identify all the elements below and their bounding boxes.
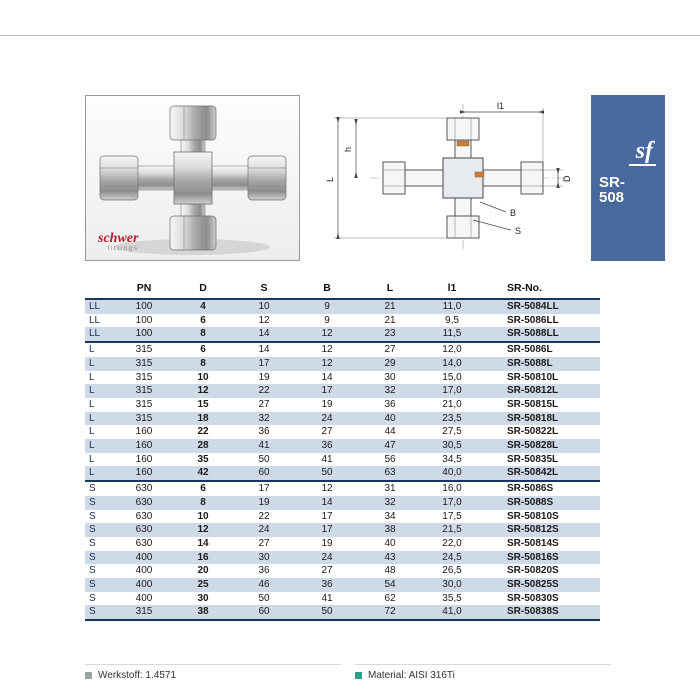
cell-l: 62: [384, 592, 396, 604]
cell-series: S: [89, 579, 96, 591]
cell-d: 6: [200, 483, 206, 495]
cell-s: 10: [258, 301, 270, 312]
cell-pn: 400: [135, 579, 153, 591]
cell-l: 40: [384, 537, 396, 549]
cell-s: 12: [258, 314, 270, 326]
cell-b: 50: [295, 466, 359, 481]
cell-l: 32: [384, 496, 396, 508]
cell-series: L: [89, 453, 95, 465]
dim-label-h: h: [343, 146, 353, 152]
cell-s: 30: [258, 551, 270, 563]
col-header-l: L: [359, 280, 421, 299]
cell-series: S: [89, 496, 96, 508]
cell-b: 17: [321, 524, 333, 536]
table-row: [85, 578, 600, 592]
cell-l: 29: [384, 357, 396, 369]
table-row: [85, 314, 600, 328]
table-row: [85, 384, 600, 398]
cell-d: 6: [200, 344, 206, 356]
table-body: [85, 299, 600, 620]
cell-sr-no: SR-50835L: [507, 453, 559, 465]
cell-series: S: [89, 592, 96, 604]
product-code-line1: SR-: [599, 174, 625, 191]
cell-sr-no: SR-50820S: [507, 565, 559, 577]
table-row: [85, 564, 600, 578]
cell-b: 50: [295, 605, 359, 620]
cell-b: 41: [321, 592, 333, 604]
cell-l1: 24,5: [442, 551, 462, 563]
cell-sr-no: SR-50812S: [507, 524, 559, 536]
cell-d: 22: [197, 426, 209, 438]
cell-s: 60: [233, 605, 295, 620]
cell-sr-no: SR-5088S: [507, 496, 554, 508]
cell-b: 14: [321, 496, 333, 508]
cell-series: L: [89, 357, 95, 369]
cell-b: 24: [321, 412, 333, 424]
cell-s: 41: [258, 440, 270, 452]
cell-l1: 11,0: [442, 301, 462, 312]
cell-series: L: [85, 466, 115, 481]
cell-d: 35: [197, 453, 209, 465]
cell-sr-no: SR-5086L: [507, 344, 553, 356]
table-row: [85, 496, 600, 510]
product-code: [599, 175, 625, 205]
cell-l1: 9,5: [445, 314, 459, 326]
cell-l: 38: [384, 524, 396, 536]
product-code-line2: 508: [599, 189, 625, 206]
cell-s: 46: [258, 579, 270, 591]
cell-d: 42: [173, 466, 233, 481]
cell-sr-no: SR-5086S: [507, 483, 554, 495]
cell-d: 8: [173, 327, 233, 342]
cell-pn: 630: [135, 524, 153, 536]
cell-l1: 15,0: [442, 371, 462, 383]
cell-b: 9: [324, 301, 330, 312]
cell-d: 12: [197, 524, 209, 536]
cell-series: L: [89, 440, 95, 452]
cell-s: 22: [258, 385, 270, 397]
cell-s: 50: [258, 453, 270, 465]
product-photo-box: [85, 95, 300, 261]
table-row: [85, 398, 600, 412]
cell-l1: 34,5: [442, 453, 462, 465]
dimensions-table: [85, 280, 600, 621]
cell-l1: 27,5: [442, 426, 462, 438]
cell-series: L: [89, 344, 95, 356]
cell-series: L: [89, 371, 95, 383]
col-header-d: D: [173, 280, 233, 299]
dim-label-L: L: [325, 176, 335, 182]
cell-s: 17: [258, 483, 270, 495]
cell-series: L: [89, 426, 95, 438]
col-header-s: S: [233, 280, 295, 299]
cell-d: 20: [197, 565, 209, 577]
cell-pn: 315: [135, 385, 153, 397]
bullet-square-icon: [355, 672, 362, 679]
cell-d: 10: [197, 371, 209, 383]
cell-pn: 315: [135, 357, 153, 369]
cell-sr-no: SR-50842L: [483, 466, 600, 481]
col-header-l1: l1: [421, 280, 483, 299]
cell-series: S: [89, 537, 96, 549]
cell-l: 63: [359, 466, 421, 481]
cell-sr-no: SR-50828L: [507, 440, 559, 452]
cell-d: 4: [200, 301, 206, 312]
cell-l1: 22,0: [442, 537, 462, 549]
col-header-sr-no: SR-No.: [483, 280, 600, 299]
cell-l: 21: [384, 314, 396, 326]
cell-l1: 30,5: [442, 440, 462, 452]
cell-pn: 315: [135, 412, 153, 424]
cell-l1: 16,0: [442, 483, 462, 495]
brand-sub: fittings: [107, 245, 139, 252]
cell-b: 19: [321, 537, 333, 549]
cell-b: 19: [321, 398, 333, 410]
cell-pn: 630: [135, 510, 153, 522]
bullet-square-icon: [85, 672, 92, 679]
cell-l1: 23,5: [442, 412, 462, 424]
cell-b: 9: [324, 314, 330, 326]
cell-d: 8: [200, 496, 206, 508]
table-row: [85, 439, 600, 453]
cell-b: 12: [321, 483, 333, 495]
cell-l1: 17,0: [442, 496, 462, 508]
cell-b: 36: [321, 579, 333, 591]
cell-d: 14: [197, 537, 209, 549]
cell-b: 12: [321, 344, 333, 356]
cell-l: 27: [384, 344, 396, 356]
dim-label-B: B: [510, 208, 517, 218]
dim-label-S: S: [515, 226, 522, 236]
cell-l: 32: [384, 385, 396, 397]
cell-b: 12: [295, 327, 359, 342]
cell-pn: 100: [115, 327, 173, 342]
material-text: Material: AISI 316Ti: [368, 670, 455, 681]
cell-pn: 400: [135, 592, 153, 604]
cell-pn: 630: [135, 483, 153, 495]
cell-b: 17: [321, 385, 333, 397]
table-header-row: [85, 280, 600, 299]
cell-l1: 12,0: [442, 344, 462, 356]
cell-series: S: [89, 565, 96, 577]
cell-b: 27: [321, 426, 333, 438]
cell-l1: 17,5: [442, 510, 462, 522]
cell-l1: 30,0: [442, 579, 462, 591]
cell-sr-no: SR-50812L: [507, 385, 559, 397]
brand-name: schwer: [98, 231, 139, 246]
cell-pn: 315: [135, 344, 153, 356]
cell-pn: 160: [115, 466, 173, 481]
cell-b: 27: [321, 565, 333, 577]
cell-l1: 21,0: [442, 398, 462, 410]
cell-series: LL: [89, 314, 101, 326]
cell-sr-no: SR-50815L: [507, 398, 559, 410]
cell-pn: 315: [135, 371, 153, 383]
cell-pn: 315: [135, 398, 153, 410]
cell-series: LL: [85, 327, 115, 342]
cell-s: 14: [233, 327, 295, 342]
cell-l: 54: [384, 579, 396, 591]
cell-sr-no: SR-5086LL: [507, 314, 559, 326]
table-row: [85, 327, 600, 342]
cell-pn: 400: [135, 565, 153, 577]
cell-l1: 40,0: [421, 466, 483, 481]
col-header-series: [85, 280, 115, 299]
table-row: [85, 299, 600, 314]
cell-sr-no: SR-50830S: [507, 592, 559, 604]
cell-d: 38: [173, 605, 233, 620]
cell-pn: 400: [135, 551, 153, 563]
table-row: [85, 592, 600, 606]
cell-l: 21: [384, 301, 396, 312]
table-row: [85, 425, 600, 439]
cell-s: 19: [258, 371, 270, 383]
cell-l1: 41,0: [421, 605, 483, 620]
cell-sr-no: SR-50816S: [507, 551, 559, 563]
cell-s: 36: [258, 565, 270, 577]
cell-series: S: [85, 605, 115, 620]
cell-pn: 315: [115, 605, 173, 620]
cell-sr-no: SR-50810L: [507, 371, 559, 383]
cell-d: 15: [197, 398, 209, 410]
table-row: [85, 523, 600, 537]
cell-d: 28: [197, 440, 209, 452]
table-row: [85, 551, 600, 565]
sf-logo-icon: sf: [629, 139, 656, 166]
cell-sr-no: SR-5084LL: [507, 301, 559, 312]
footer-werkstoff: [85, 664, 341, 681]
cell-s: 24: [258, 524, 270, 536]
col-header-b: B: [295, 280, 359, 299]
cell-s: 36: [258, 426, 270, 438]
cell-d: 6: [200, 314, 206, 326]
cell-sr-no: SR-50825S: [507, 579, 559, 591]
table-row: [85, 510, 600, 524]
cell-l: 72: [359, 605, 421, 620]
cell-series: S: [89, 510, 96, 522]
cell-d: 30: [197, 592, 209, 604]
table-row: [85, 453, 600, 467]
dim-label-D: D: [562, 175, 572, 182]
cell-d: 10: [197, 510, 209, 522]
cell-d: 16: [197, 551, 209, 563]
footer-material: [355, 664, 611, 681]
cell-b: 36: [321, 440, 333, 452]
cell-l: 30: [384, 371, 396, 383]
cell-s: 60: [233, 466, 295, 481]
brand-logo: [98, 233, 138, 254]
cell-sr-no: SR-50822L: [507, 426, 559, 438]
cell-l1: 14,0: [442, 357, 462, 369]
dim-label-l1: l1: [497, 101, 505, 111]
cell-l: 40: [384, 412, 396, 424]
cell-pn: 630: [135, 496, 153, 508]
cell-pn: 160: [135, 453, 153, 465]
cell-b: 14: [321, 371, 333, 383]
cell-pn: 100: [135, 301, 153, 312]
cell-b: 41: [321, 453, 333, 465]
cell-pn: 160: [135, 440, 153, 452]
cell-l1: 26,5: [442, 565, 462, 577]
cell-s: 27: [258, 537, 270, 549]
cell-s: 14: [258, 344, 270, 356]
table-row: [85, 371, 600, 385]
cell-sr-no: SR-5088L: [507, 357, 553, 369]
cell-l1: 17,0: [442, 385, 462, 397]
table-row: [85, 481, 600, 496]
table-row: [85, 537, 600, 551]
table-row: [85, 412, 600, 426]
werkstoff-text: Werkstoff: 1.4571: [98, 670, 177, 681]
technical-drawing-box: [308, 98, 585, 258]
cell-s: 32: [258, 412, 270, 424]
cell-s: 50: [258, 592, 270, 604]
cell-d: 8: [200, 357, 206, 369]
cell-series: S: [89, 551, 96, 563]
cell-series: L: [89, 385, 95, 397]
cell-sr-no: SR-5088LL: [483, 327, 600, 342]
cell-series: S: [89, 483, 96, 495]
table-row: [85, 342, 600, 357]
cell-series: L: [89, 398, 95, 410]
cell-l: 23: [359, 327, 421, 342]
cell-sr-no: SR-50814S: [507, 537, 559, 549]
table-row: [85, 357, 600, 371]
cell-b: 17: [321, 510, 333, 522]
cell-l: 56: [384, 453, 396, 465]
cell-pn: 160: [135, 426, 153, 438]
cell-s: 22: [258, 510, 270, 522]
cell-s: 19: [258, 496, 270, 508]
cell-l1: 21,5: [442, 524, 462, 536]
cell-d: 25: [197, 579, 209, 591]
cell-d: 12: [197, 385, 209, 397]
cell-sr-no: SR-50838S: [483, 605, 600, 620]
cell-b: 12: [321, 357, 333, 369]
cell-l: 34: [384, 510, 396, 522]
cell-series: S: [89, 524, 96, 536]
cell-l: 36: [384, 398, 396, 410]
cell-l1: 35,5: [442, 592, 462, 604]
table-row: [85, 605, 600, 620]
col-header-pn: PN: [115, 280, 173, 299]
cell-l: 43: [384, 551, 396, 563]
cell-l: 31: [384, 483, 396, 495]
cell-d: 18: [197, 412, 209, 424]
cell-series: L: [89, 412, 95, 424]
cell-l: 44: [384, 426, 396, 438]
cell-pn: 100: [135, 314, 153, 326]
product-code-tab: [591, 95, 665, 261]
cell-s: 27: [258, 398, 270, 410]
cell-sr-no: SR-50818L: [507, 412, 559, 424]
cell-pn: 630: [135, 537, 153, 549]
cell-b: 24: [321, 551, 333, 563]
cell-l: 47: [384, 440, 396, 452]
cell-l: 48: [384, 565, 396, 577]
cell-s: 17: [258, 357, 270, 369]
cell-series: LL: [89, 301, 101, 312]
table-row: [85, 466, 600, 481]
cell-l1: 11,5: [421, 327, 483, 342]
technical-drawing: [308, 98, 585, 258]
cell-sr-no: SR-50810S: [507, 510, 559, 522]
top-rule: [0, 35, 700, 36]
